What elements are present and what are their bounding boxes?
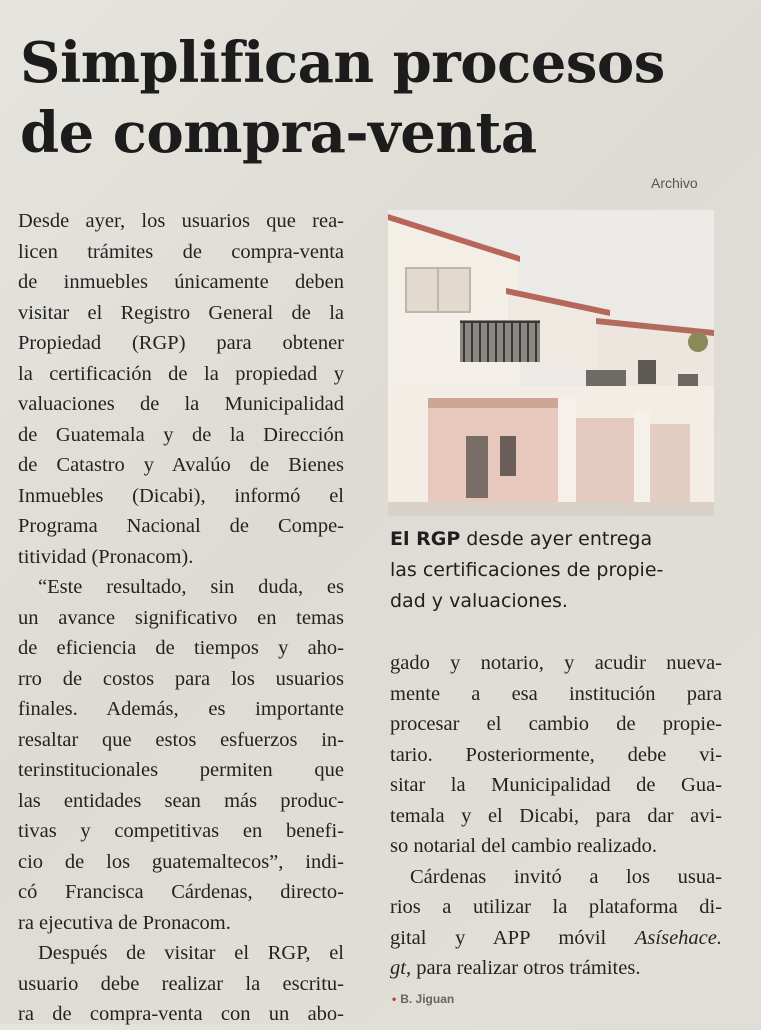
column-2-line: so notarial del cambio realizado. xyxy=(390,835,657,857)
article-column-1 xyxy=(18,206,344,1030)
column-2-line: rios a utilizar la plataforma di- xyxy=(390,896,722,918)
column-2-line: Cárdenas invitó a los usua- xyxy=(410,865,722,888)
column-2-line: gado y notario, y acudir nueva- xyxy=(390,652,722,674)
headline-line-1: Simplifican procesos xyxy=(20,30,665,96)
caption-line: las certificaciones de propie- xyxy=(390,559,664,581)
column-2-line: procesar el cambio de propie- xyxy=(390,713,722,735)
column-1-line: licen trámites de compra-venta xyxy=(18,240,344,263)
caption-line xyxy=(390,524,720,555)
column-1-line: Propiedad (RGP) para obtener xyxy=(18,332,344,354)
column-1-line: visitar el Registro General de la xyxy=(18,301,344,324)
column-1-line: ra ejecutiva de Pronacom. xyxy=(18,911,231,934)
column-2-line: sitar la Municipalidad de Gua- xyxy=(390,774,722,796)
caption-bold: El RGP xyxy=(390,528,461,550)
column-1-line: Programa Nacional de Compe- xyxy=(18,515,344,537)
column-1-line: usuario debe realizar la escritu- xyxy=(18,972,344,995)
column-1-line: de Catastro y Avalúo de Bienes xyxy=(18,454,344,476)
caption-line-1: desde ayer entrega xyxy=(460,528,653,550)
byline xyxy=(392,992,454,1006)
column-2-line: mente a esa institución para xyxy=(390,682,722,705)
column-1-line: Inmuebles (Dicabi), informó el xyxy=(18,484,344,507)
column-1-line: de inmuebles únicamente deben xyxy=(18,271,344,293)
column-2-line: tario. Posteriormente, debe vi- xyxy=(390,743,722,766)
column-1-line: ra de compra-venta con un abo- xyxy=(18,1003,344,1025)
building-photo-icon xyxy=(388,210,714,516)
headline-line-2: de compra-venta xyxy=(20,100,537,166)
column-1-line: las entidades sean más produc- xyxy=(18,789,344,812)
column-1-line: có Francisca Cárdenas, directo- xyxy=(18,881,344,903)
column-1-line: titividad (Pronacom). xyxy=(18,545,194,568)
column-1-line: terinstitucionales permiten que xyxy=(18,759,344,781)
column-1-line: tivas y competitivas en benefi- xyxy=(18,820,344,842)
photo-caption xyxy=(390,524,720,617)
photo-credit: Archivo xyxy=(651,175,698,191)
column-2-line-text: gital y APP móvil xyxy=(390,926,635,949)
column-1-line: de eficiencia de tiempos y aho- xyxy=(18,637,344,659)
column-1-line: Después de visitar el RGP, el xyxy=(38,942,344,964)
column-1-line: finales. Además, es importante xyxy=(18,698,344,720)
app-name-italic-end: gt xyxy=(390,957,406,979)
column-2-line-text: , para realizar otros trámites. xyxy=(405,957,641,979)
column-1-line: un avance significativo en temas xyxy=(18,606,344,629)
column-1-line: la certificación de la propiedad y xyxy=(18,362,344,385)
byline-name: B. Jiguan xyxy=(400,992,455,1006)
column-1-line: Desde ayer, los usuarios que rea- xyxy=(18,210,344,232)
column-2-line xyxy=(390,923,722,954)
column-2-line: temala y el Dicabi, para dar avi- xyxy=(390,804,722,827)
article-column-2 xyxy=(390,648,722,984)
column-1-line: de Guatemala y de la Dirección xyxy=(18,423,344,446)
column-1-line: “Este resultado, sin duda, es xyxy=(38,576,344,598)
byline-dot-icon: • xyxy=(392,992,397,1006)
app-name-italic: Asísehace. xyxy=(634,926,722,949)
building-photo xyxy=(388,210,714,516)
caption-line: dad y valuaciones. xyxy=(390,590,568,612)
headline xyxy=(20,28,740,168)
column-1-line: resaltar que estos esfuerzos in- xyxy=(18,728,344,751)
column-1-line: cio de los guatemaltecos”, indi- xyxy=(18,850,344,873)
column-2-line xyxy=(390,953,722,984)
column-1-line: rro de costos para los usuarios xyxy=(18,667,344,690)
column-1-line: valuaciones de la Municipalidad xyxy=(18,393,344,415)
